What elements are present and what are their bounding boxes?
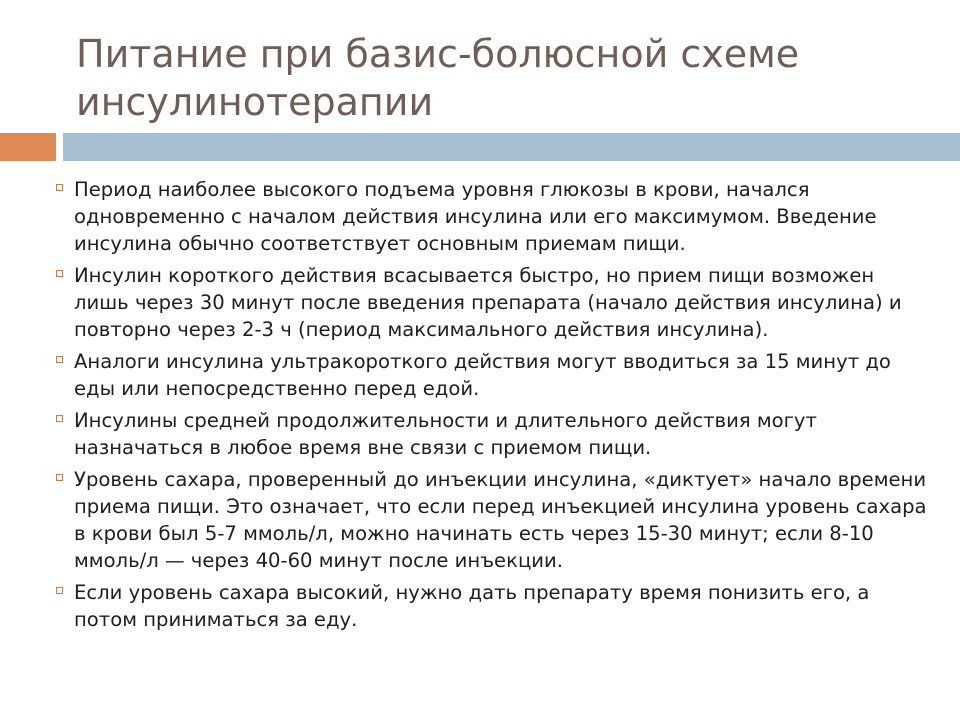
bullet-text: Если уровень сахара высокий, нужно дать препарату время понизить его, а потом приниматься за еду. (74, 581, 870, 631)
bullet-text: Аналоги инсулина ультракороткого действия могут вводиться за 15 минут до еды или непосредственно перед едой. (74, 350, 891, 400)
square-bullet-icon (56, 270, 63, 277)
bullet-item (52, 348, 932, 402)
bullet-text: Период наиболее высокого подъема уровня глюкозы в крови, начался одновременно с началом действия инсулина или его максимумом. Введение инсулина обычно соответствует основным приемам пищи. (74, 178, 877, 255)
square-bullet-icon (56, 415, 63, 422)
bullet-text: Инсулины средней продолжительности и длительного действия могут назначаться в любое время вне связи с приемом пищи. (74, 409, 817, 459)
bullet-item (52, 407, 932, 461)
square-bullet-icon (56, 184, 63, 191)
accent-bar (0, 133, 56, 161)
square-bullet-icon (56, 474, 63, 481)
bullet-item (52, 579, 932, 633)
bullet-item (52, 262, 932, 343)
bullet-text: Уровень сахара, проверенный до инъекции инсулина, «диктует» начало времени приема пищи. Это означает, что если перед инъекцией инсулина уровень сахара в крови был 5-7 ммоль/л, можно начинать есть через 15-30 минут; если 8-10 ммоль/л — через 40-60 минут после инъекции. (74, 468, 927, 572)
bullet-item (52, 466, 932, 574)
title-underline-bar (63, 133, 960, 161)
bullet-text: Инсулин короткого действия всасывается быстро, но прием пищи возможен лишь через 30 минут после введения препарата (начало действия инсулина) и повторно через 2-3 ч (период максимального действия инсулина). (74, 264, 902, 341)
square-bullet-icon (56, 356, 63, 363)
bullet-item (52, 176, 932, 257)
slide-title: Питание при базис-болюсной схеме инсулинотерапии (76, 32, 800, 124)
square-bullet-icon (56, 587, 63, 594)
bullet-list (52, 176, 932, 638)
